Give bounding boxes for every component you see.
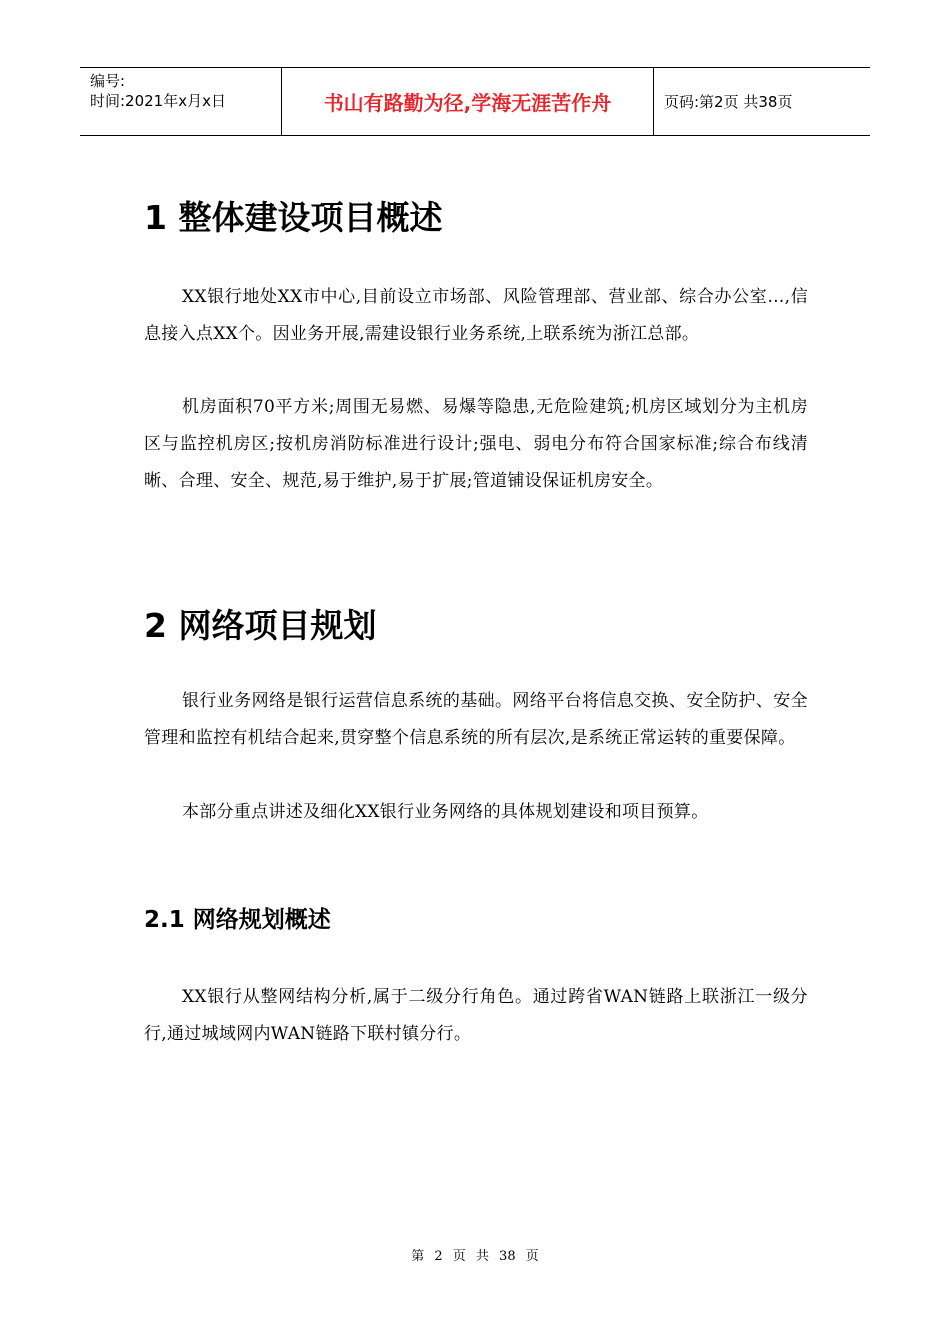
page-footer: 第 2 页 共 38 页 <box>411 1249 539 1264</box>
header-page-info: 页码:第2页 共38页 <box>664 93 793 111</box>
section-2-paragraph-2: 本部分重点讲述及细化XX银行业务网络的具体规划建设和项目预算。 <box>182 802 709 822</box>
section-1-paragraph-1: XX银行地处XX市中心,目前设立市场部、风险管理部、营业部、综合办公室…,信息接入点XX个。因业务开展,需建设银行业务系统,上联系统为浙江总部。 <box>144 287 808 344</box>
number-label: 编号: <box>90 72 126 90</box>
header-meta-cell <box>80 68 282 135</box>
header-motto: 书山有路勤为径,学海无涯苦作舟 <box>282 68 654 135</box>
section-2-title: 2 网络项目规划 <box>144 606 377 645</box>
section-2-1-title: 2.1 网络规划概述 <box>144 907 331 933</box>
section-1-title: 1 整体建设项目概述 <box>144 198 443 237</box>
date-line: 时间:2021年x月x日 <box>90 92 226 110</box>
section-1-paragraph-2: 机房面积70平方米;周围无易燃、易爆等隐患,无危险建筑;机房区域划分为主机房区与监控机房区;按机房消防标准进行设计;强电、弱电分布符合国家标准;综合布线清晰、合理、安全、规范,易于维护,易于扩展;管道铺设保证机房安全。 <box>144 397 808 491</box>
section-2-1-paragraph-1: XX银行从整网结构分析,属于二级分行角色。通过跨省WAN链路上联浙江一级分行,通过城域网内WAN链路下联村镇分行。 <box>144 987 808 1044</box>
page-header <box>80 67 870 136</box>
section-2-paragraph-1: 银行业务网络是银行运营信息系统的基础。网络平台将信息交换、安全防护、安全管理和监控有机结合起来,贯穿整个信息系统的所有层次,是系统正常运转的重要保障。 <box>144 691 808 748</box>
